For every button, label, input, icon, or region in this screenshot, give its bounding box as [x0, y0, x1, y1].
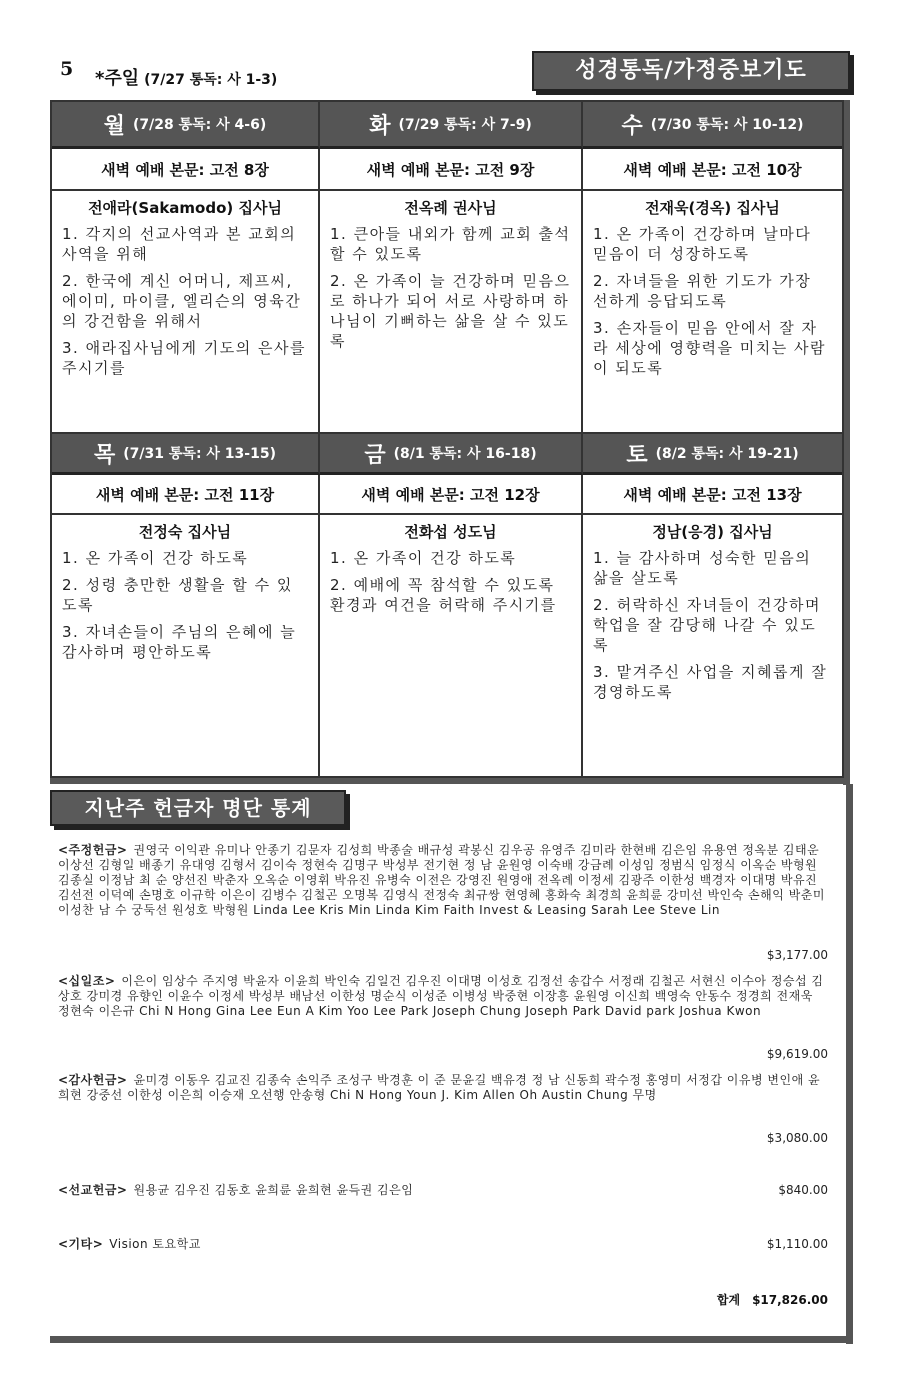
- grid-shadow-bottom: [50, 777, 850, 784]
- prayer-item: 2. 허락하신 자녀들이 건강하며 학업을 잘 감당해 나갈 수 있도록: [593, 596, 821, 654]
- grid-shadow-right: [843, 100, 850, 785]
- bottom-rule: [50, 1336, 853, 1343]
- prayer-item: 1. 온 가족이 건강 하도록: [62, 549, 249, 567]
- day-header-thu: [52, 434, 320, 475]
- day-header-mon: [52, 102, 320, 149]
- sunday-label: *주일: [95, 68, 140, 89]
- prayer-item: 2. 한국에 계신 어머니, 제프씨, 에이미, 마이클, 엘리슨의 영육간의 강건함을 위해서: [62, 272, 302, 330]
- donor-list-other: [58, 1237, 828, 1252]
- day-name: 월: [103, 113, 126, 139]
- prayer-person: 전재욱(경옥) 집사님: [645, 199, 780, 217]
- prayer-person: 정남(응경) 집사님: [652, 523, 773, 541]
- day-header-wed: [583, 102, 842, 149]
- day-reading: (8/2 통독: 사 19-21): [655, 446, 799, 462]
- prayer-schedule-grid: [50, 100, 844, 778]
- prayer-item: 1. 큰아들 내외가 함께 교회 출석할 수 있도록: [330, 225, 571, 263]
- prayer-item: 2. 예배에 꼭 참석할 수 있도록 환경과 여건을 허락해 주시기를: [330, 576, 557, 614]
- prayer-person: 전정숙 집사님: [138, 523, 232, 541]
- donor-list-sunday: [58, 843, 828, 918]
- prayer-sat: [583, 515, 842, 776]
- donor-names: 이은이 임상수 주지영 박윤자 이윤희 박인숙 김일건 김우진 이대명 이성호 김정선 송갑수 서정래 김철곤 서현신 이수아 정승섭 김상호 강미경 유향인 이윤수 이정세 박성부 배남선 이한성 명순식 이성준 이병성 박중현 이장흥 윤원영 이신희 백영숙 안동수 정경희 전재욱 정현숙 이은규 Chi N Hong Gina Lee Eun A Kim Yoo Lee Park Joseph Chung Joseph Park David park Joshua Kwon: [58, 974, 824, 1018]
- amount-tithe: $9,619.00: [766, 1047, 828, 1061]
- prayer-fri: [320, 515, 583, 776]
- prayer-thu: [52, 515, 320, 776]
- sermon-sat: 새벽 예배 본문: 고전 13장: [583, 475, 842, 515]
- prayer-item: 3. 자녀손들이 주님의 은혜에 늘 감사하며 평안하도록: [62, 623, 297, 661]
- prayer-item: 3. 손자들이 믿음 안에서 잘 자라 세상에 영향력을 미치는 사람이 되도록: [593, 319, 826, 377]
- category-label: <주정헌금>: [58, 843, 128, 857]
- day-header-sat: [583, 434, 842, 475]
- prayer-item: 2. 온 가족이 늘 건강하며 믿음으로 하나가 되어 서로 사랑하며 하나님이 기뻐하는 삶을 살 수 있도록: [330, 272, 571, 350]
- prayer-person: 전옥례 권사님: [404, 199, 497, 217]
- prayer-wed: [583, 191, 842, 434]
- day-name: 목: [94, 442, 116, 468]
- amount-thanks: $3,080.00: [766, 1131, 828, 1145]
- sermon-mon: 새벽 예배 본문: 고전 8장: [52, 149, 320, 191]
- offering-total: [717, 1291, 828, 1308]
- day-reading: (7/31 통독: 사 13-15): [123, 446, 276, 462]
- prayer-person: 전화섭 성도님: [404, 523, 497, 541]
- day-reading: (8/1 통독: 사 16-18): [393, 446, 537, 462]
- category-label: <선교헌금>: [58, 1183, 128, 1197]
- amount-other: $1,110.00: [766, 1237, 828, 1251]
- prayer-person: 전애라(Sakamodo) 집사님: [88, 199, 282, 217]
- right-rule: [846, 784, 853, 1344]
- donor-names: 권영국 이익관 유미나 안종기 김문자 김성희 박종술 배규성 곽봉신 김우공 유영주 김미라 한현배 김은임 유용연 정옥분 김태운 이상선 김형일 배종기 유대영 김형서 김이숙 정현숙 김명구 박성부 전기현 정 남 윤원영 이숙배 강금례 이성임 정범식 임정식 이옥순 박형원 김종실 이정남 최 순 양선진 박춘자 오옥순 이영휘 박유진 유병숙 이전은 강영진 원영애 전옥례 이정세 김광주 이한성 백경자 이대명 박유진 김선전 이덕예 손명호 이규학 이은이 김병수 김철곤 오명복 김영식 전정숙 최규쌍 현영혜 홍화숙 최경희 윤희륜 강미선 박인숙 손해익 박춘미 이성찬 남 수 궁둑선 원성호 박형원 Linda Lee Kris Min Linda Kim Faith Invest & Leasing Sarah Lee Steve Lin: [58, 843, 825, 917]
- day-name: 금: [364, 442, 386, 468]
- prayer-item: 3. 맡겨주신 사업을 지혜롭게 잘 경영하도록: [593, 663, 828, 701]
- prayer-item: 1. 온 가족이 건강 하도록: [330, 549, 517, 567]
- prayer-item: 2. 자녀들을 위한 기도가 가장 선하게 응답되도록: [593, 272, 812, 310]
- total-label: 합계: [716, 1293, 741, 1307]
- donor-list-thanks: [58, 1073, 828, 1103]
- donor-names: 원용균 김우진 김동호 윤희륜 윤희현 윤득권 김은임: [133, 1183, 414, 1197]
- amount-mission: $840.00: [778, 1183, 828, 1197]
- prayer-mon: [52, 191, 320, 434]
- amount-sunday: $3,177.00: [766, 948, 828, 962]
- prayer-item: 2. 성령 충만한 생활을 할 수 있도록: [62, 576, 293, 614]
- day-reading: (7/28 통독: 사 4-6): [133, 117, 267, 133]
- donor-list-mission: [58, 1183, 828, 1198]
- prayer-item: 1. 각지의 선교사역과 본 교회의 사역을 위해: [62, 225, 297, 263]
- donor-list-tithe: [58, 974, 828, 1019]
- prayer-tue: [320, 191, 583, 434]
- page-number: 5: [60, 58, 74, 80]
- category-label: <기타>: [58, 1237, 104, 1251]
- day-name: 화: [369, 113, 391, 139]
- sermon-fri: 새벽 예배 본문: 고전 12장: [320, 475, 583, 515]
- donor-names: Vision 토요학교: [109, 1237, 201, 1251]
- sunday-reading-range: (7/27 통독: 사 1-3): [144, 72, 278, 88]
- category-label: <십일조>: [58, 974, 116, 988]
- sermon-thu: 새벽 예배 본문: 고전 11장: [52, 475, 320, 515]
- day-header-fri: [320, 434, 583, 475]
- prayer-item: 3. 애라집사님에게 기도의 은사를 주시기를: [62, 339, 306, 377]
- donor-names: 윤미경 이동우 김교진 김종숙 손익주 조성구 박경훈 이 준 문윤길 백유경 정 남 신동희 곽수정 홍영미 서정갑 이유병 변인애 윤희현 강중선 이한성 이은희 이승재 오선행 안송형 Chi N Hong Youn J. Kim Allen Oh Austin Chung 무명: [58, 1073, 821, 1102]
- sermon-wed: 새벽 예배 본문: 고전 10장: [583, 149, 842, 191]
- day-reading: (7/29 통독: 사 7-9): [398, 117, 532, 133]
- sermon-tue: 새벽 예배 본문: 고전 9장: [320, 149, 583, 191]
- day-header-tue: [320, 102, 583, 149]
- day-name: 토: [626, 442, 648, 468]
- offering-stats-title: 지난주 헌금자 명단 통계: [50, 790, 346, 826]
- day-reading: (7/30 통독: 사 10-12): [650, 117, 804, 133]
- prayer-item: 1. 늘 감사하며 성숙한 믿음의 삶을 살도록: [593, 549, 812, 587]
- total-amount: $17,826.00: [752, 1293, 828, 1307]
- day-name: 수: [621, 113, 643, 139]
- category-label: <감사헌금>: [58, 1073, 128, 1087]
- section-title: 성경통독/가정중보기도: [532, 51, 850, 91]
- sunday-reading: [95, 64, 277, 90]
- prayer-item: 1. 온 가족이 건강하며 날마다 믿음이 더 성장하도록: [593, 225, 812, 263]
